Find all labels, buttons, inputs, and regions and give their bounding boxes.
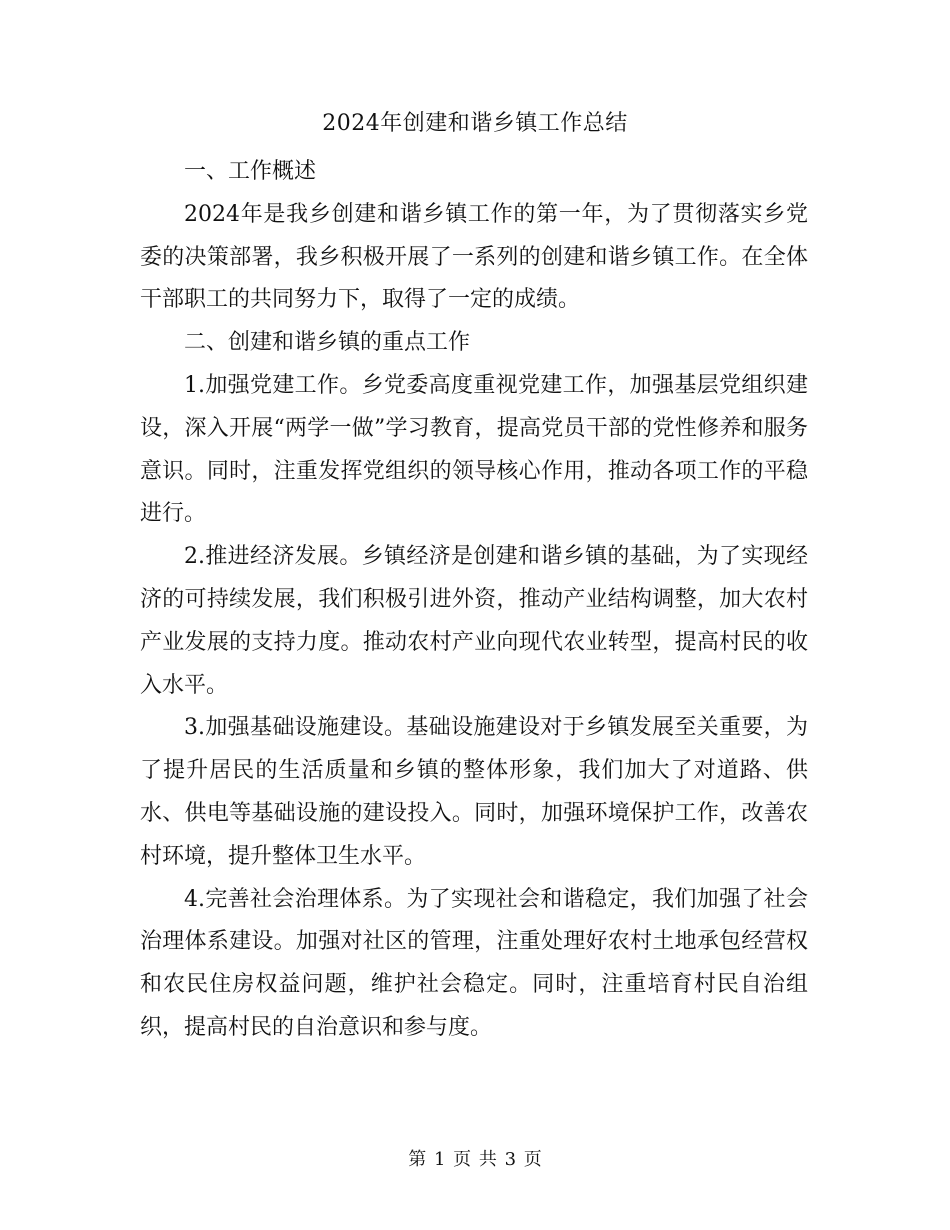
- document-title: 2024年创建和谐乡镇工作总结: [322, 111, 628, 136]
- document-body: [140, 151, 808, 1050]
- paragraph-party-building: 1.加强党建工作。乡党委高度重视党建工作，加强基层党组织建设，深入开展“两学一做”学习教育，提高党员干部的党性修养和服务意识。同时，注重发挥党组织的领导核心作用，推动各项工作的平稳进行。: [140, 372, 808, 527]
- section-heading-overview: 一、工作概述: [184, 159, 317, 184]
- paragraph-infrastructure: 3.加强基础设施建设。基础设施建设对于乡镇发展至关重要，为了提升居民的生活质量和乡镇的整体形象，我们加大了对道路、供水、供电等基础设施的建设投入。同时，加强环境保护工作，改善农村环境，提升整体卫生水平。: [140, 715, 808, 869]
- paragraph-social-governance: 4.完善社会治理体系。为了实现社会和谐稳定，我们加强了社会治理体系建设。加强对社区的管理，注重处理好农村土地承包经营权和农民住房权益问题，维护社会稳定。同时，注重培育村民自治组织，提高村民的自治意识和参与度。: [140, 886, 808, 1040]
- paragraph-overview: 2024年是我乡创建和谐乡镇工作的第一年，为了贯彻落实乡党委的决策部署，我乡积极开展了一系列的创建和谐乡镇工作。在全体干部职工的共同努力下，取得了一定的成绩。: [140, 201, 808, 313]
- paragraph-economic-development: 2.推进经济发展。乡镇经济是创建和谐乡镇的基础，为了实现经济的可持续发展，我们积极引进外资，推动产业结构调整，加大农村产业发展的支持力度。推动农村产业向现代农业转型，提高村民的收入水平。: [140, 544, 808, 698]
- page-footer: 第 1 页 共 3 页: [408, 1149, 542, 1170]
- section-heading-key-work: 二、创建和谐乡镇的重点工作: [184, 330, 471, 356]
